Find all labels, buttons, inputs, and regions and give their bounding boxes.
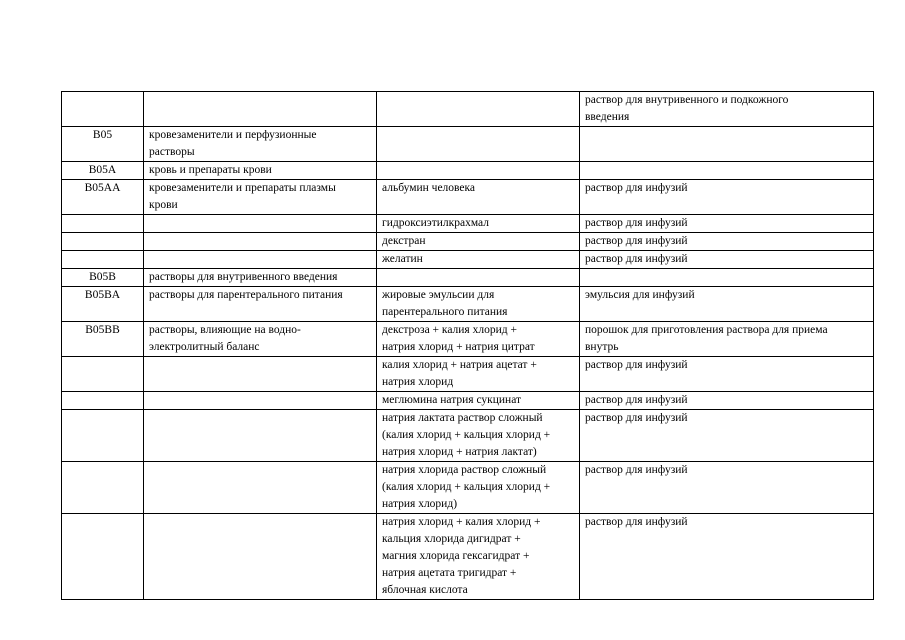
substance-cell [377, 92, 580, 127]
group-name-cell: кровезаменители и перфузионные растворы [144, 127, 377, 162]
substance-cell: натрия лактата раствор сложный (калия хлорид + кальция хлорид + натрия хлорид + натрия лактат) [377, 410, 580, 462]
drug-classification-table [61, 91, 874, 600]
dosage-form-cell: раствор для инфузий [580, 180, 874, 215]
table-row [62, 92, 874, 127]
substance-cell: натрия хлорид + калия хлорид + кальция хлорида дигидрат + магния хлорида гексагидрат + натрия ацетата тригидрат + яблочная кислота [377, 514, 580, 600]
dosage-form-cell: раствор для инфузий [580, 514, 874, 600]
atc-code-cell: B05A [62, 162, 144, 180]
atc-code-cell [62, 92, 144, 127]
table-row [62, 462, 874, 514]
table-row [62, 127, 874, 162]
group-name-cell [144, 392, 377, 410]
table-row [62, 251, 874, 269]
substance-cell: декстроза + калия хлорид + натрия хлорид + натрия цитрат [377, 322, 580, 357]
dosage-form-cell: раствор для внутривенного и подкожного введения [580, 92, 874, 127]
table-row [62, 392, 874, 410]
substance-cell: альбумин человека [377, 180, 580, 215]
table-row [62, 322, 874, 357]
dosage-form-cell: раствор для инфузий [580, 357, 874, 392]
group-name-cell [144, 462, 377, 514]
group-name-cell: кровь и препараты крови [144, 162, 377, 180]
dosage-form-cell: раствор для инфузий [580, 462, 874, 514]
atc-code-cell: B05BA [62, 287, 144, 322]
table-row [62, 233, 874, 251]
atc-code-cell: B05BB [62, 322, 144, 357]
dosage-form-cell: эмульсия для инфузий [580, 287, 874, 322]
table-row [62, 180, 874, 215]
dosage-form-cell: раствор для инфузий [580, 251, 874, 269]
table-row [62, 514, 874, 600]
atc-code-cell: B05 [62, 127, 144, 162]
substance-cell [377, 269, 580, 287]
dosage-form-cell [580, 162, 874, 180]
substance-cell: калия хлорид + натрия ацетат + натрия хлорид [377, 357, 580, 392]
group-name-cell [144, 215, 377, 233]
dosage-form-cell [580, 269, 874, 287]
atc-code-cell: B05AA [62, 180, 144, 215]
atc-code-cell [62, 462, 144, 514]
dosage-form-cell: раствор для инфузий [580, 410, 874, 462]
substance-cell [377, 162, 580, 180]
atc-code-cell [62, 215, 144, 233]
group-name-cell: кровезаменители и препараты плазмы крови [144, 180, 377, 215]
table-row [62, 410, 874, 462]
group-name-cell: растворы, влияющие на водно- электролитный баланс [144, 322, 377, 357]
substance-cell: меглюмина натрия сукцинат [377, 392, 580, 410]
atc-code-cell [62, 410, 144, 462]
dosage-form-cell: раствор для инфузий [580, 233, 874, 251]
atc-code-cell [62, 357, 144, 392]
dosage-form-cell: раствор для инфузий [580, 215, 874, 233]
substance-cell [377, 127, 580, 162]
group-name-cell [144, 357, 377, 392]
group-name-cell [144, 233, 377, 251]
group-name-cell [144, 92, 377, 127]
table-row [62, 287, 874, 322]
atc-code-cell [62, 392, 144, 410]
table-row [62, 215, 874, 233]
group-name-cell [144, 410, 377, 462]
atc-code-cell [62, 233, 144, 251]
table-row [62, 269, 874, 287]
dosage-form-cell [580, 127, 874, 162]
substance-cell: жировые эмульсии для парентерального питания [377, 287, 580, 322]
atc-code-cell: B05B [62, 269, 144, 287]
group-name-cell [144, 514, 377, 600]
atc-code-cell [62, 514, 144, 600]
substance-cell: желатин [377, 251, 580, 269]
atc-code-cell [62, 251, 144, 269]
group-name-cell [144, 251, 377, 269]
dosage-form-cell: порошок для приготовления раствора для приема внутрь [580, 322, 874, 357]
table-row [62, 162, 874, 180]
substance-cell: декстран [377, 233, 580, 251]
substance-cell: гидроксиэтилкрахмал [377, 215, 580, 233]
substance-cell: натрия хлорида раствор сложный (калия хлорид + кальция хлорид + натрия хлорид) [377, 462, 580, 514]
dosage-form-cell: раствор для инфузий [580, 392, 874, 410]
table-row [62, 357, 874, 392]
group-name-cell: растворы для парентерального питания [144, 287, 377, 322]
group-name-cell: растворы для внутривенного введения [144, 269, 377, 287]
